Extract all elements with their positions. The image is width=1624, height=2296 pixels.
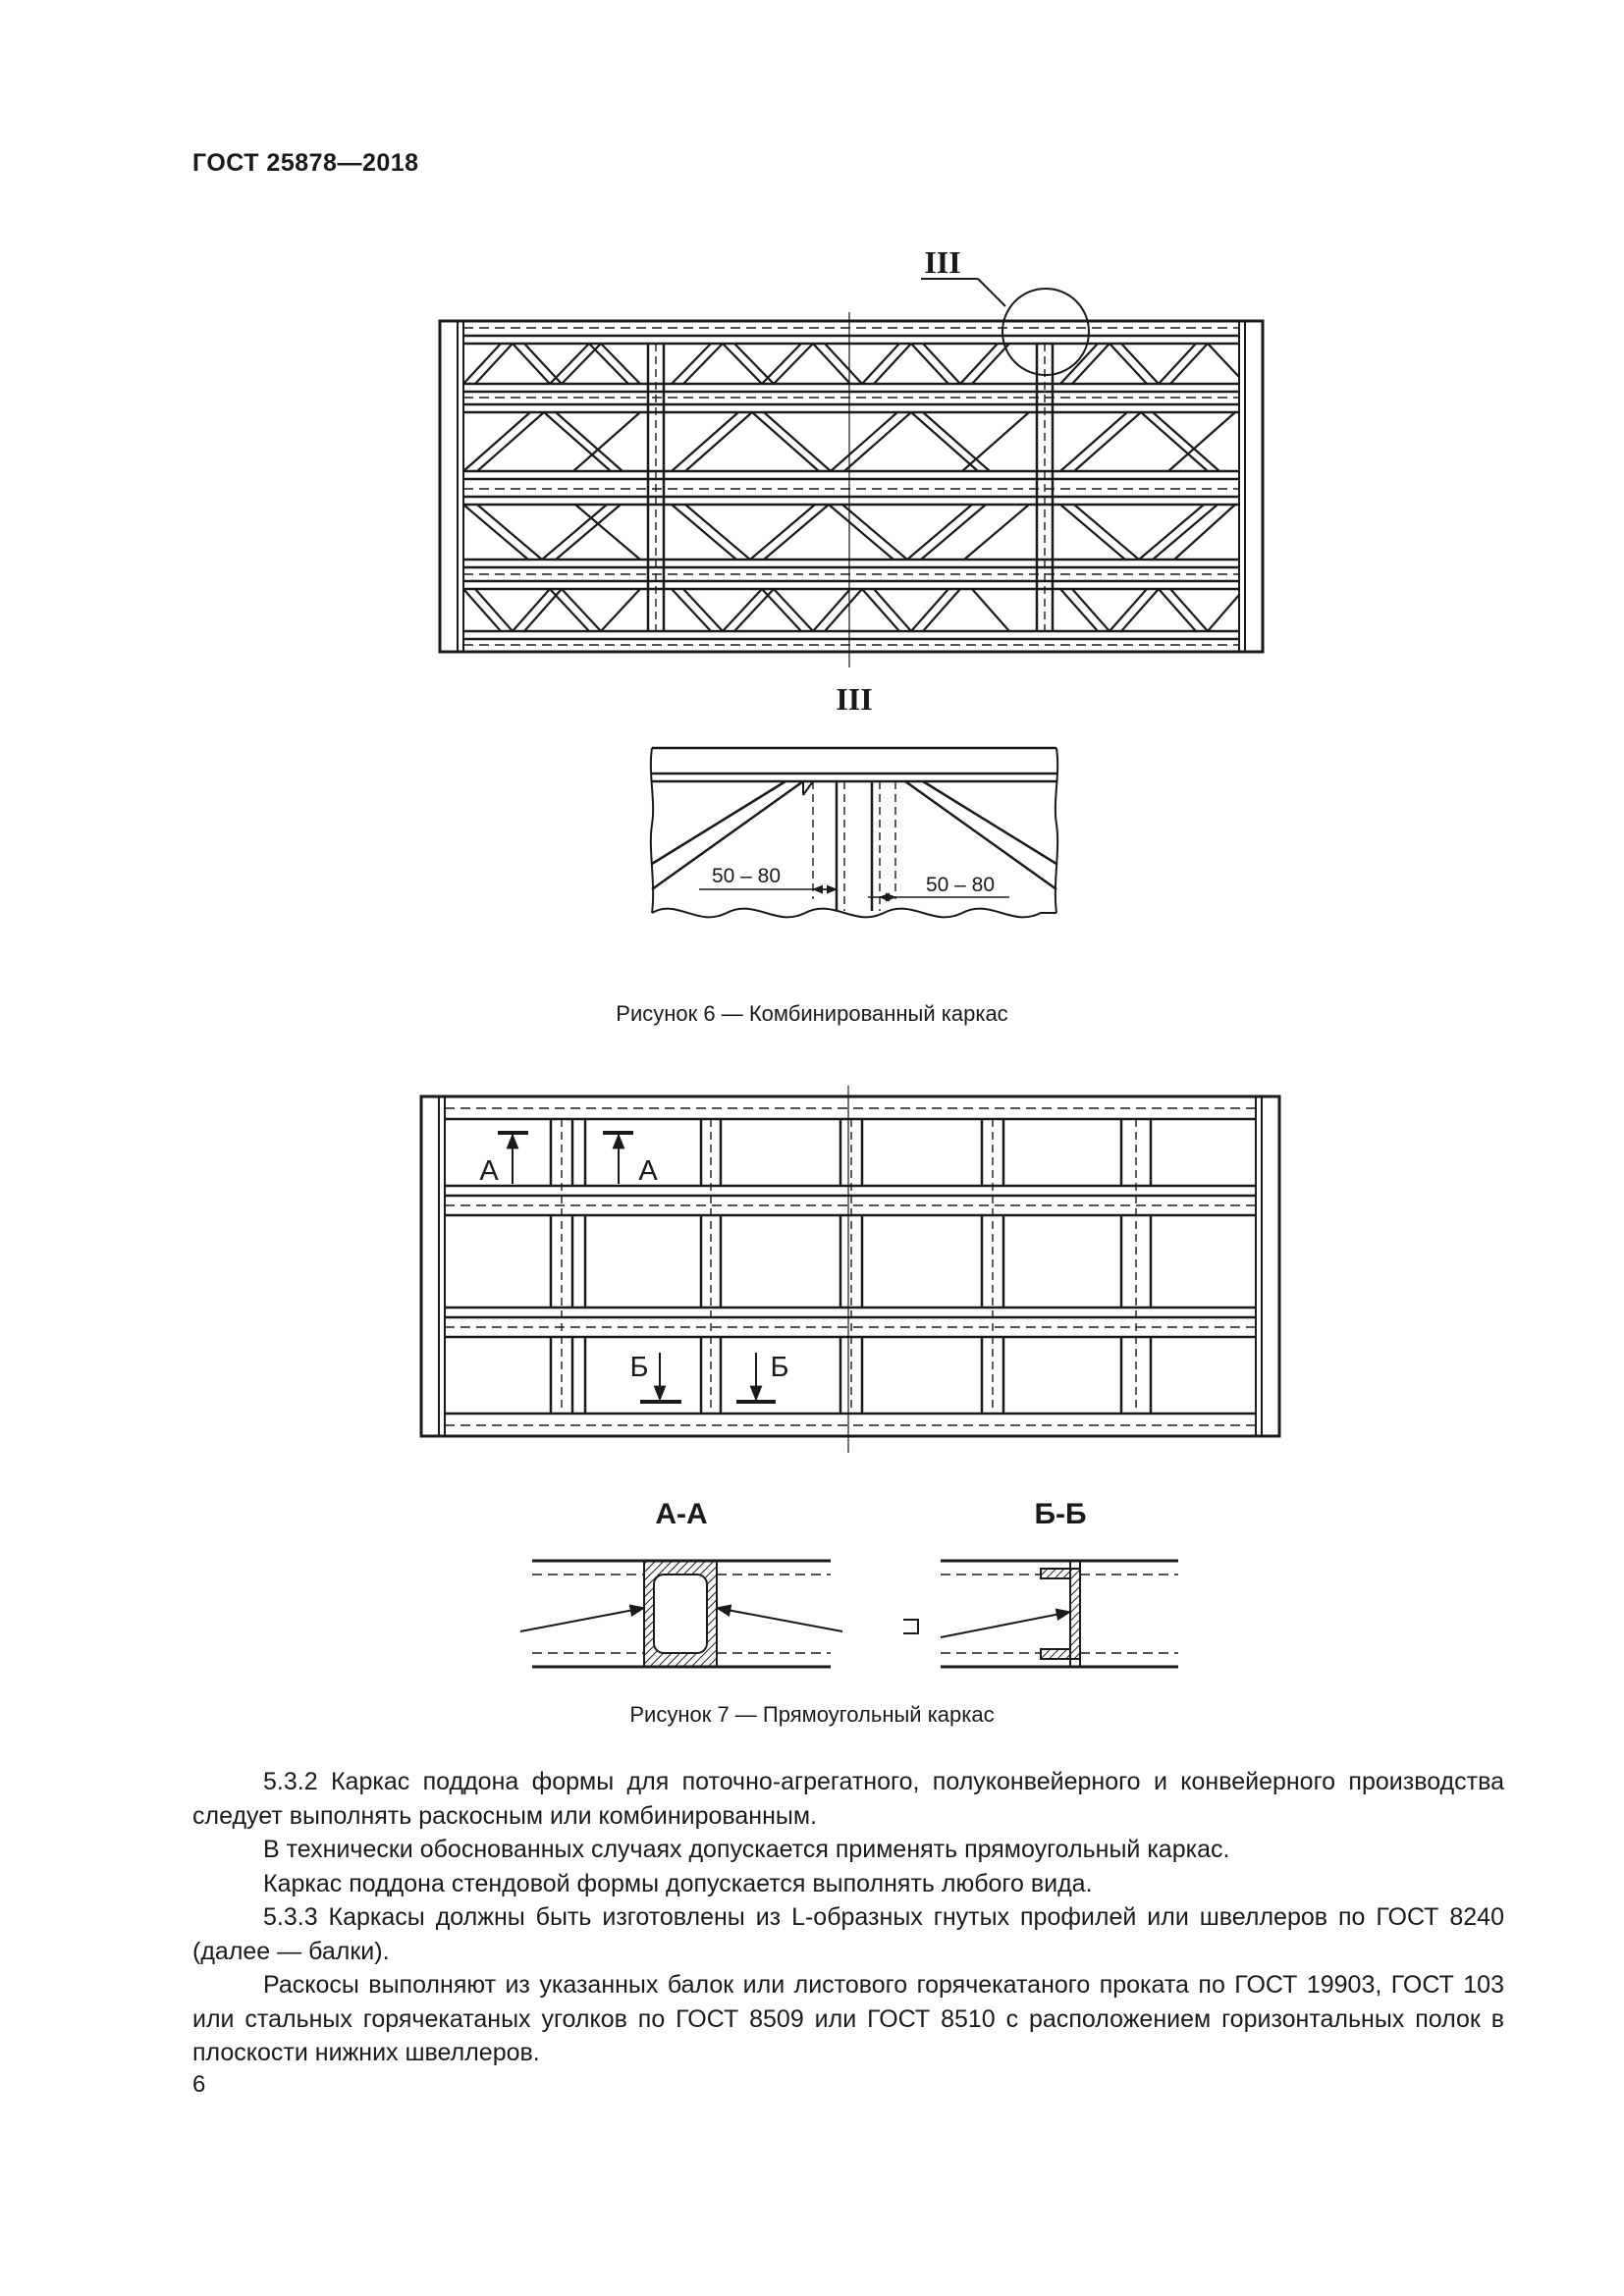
- section-bb-title: Б-Б: [1034, 1498, 1087, 1530]
- paragraph-5-3-3: 5.3.3 Каркасы должны быть изготовлены из L-образных гнутых профилей или швеллеров по ГОСТ 8240 (далее — балки).: [192, 1903, 1504, 1965]
- paragraph-stand-form: Каркас поддона стендовой формы допускается выполнять любого вида.: [263, 1869, 1093, 1897]
- body-text: [192, 1765, 1504, 2070]
- figure-6-frame: [440, 279, 1263, 667]
- section-mark-b-left: Б: [629, 1352, 649, 1383]
- paragraph-5-3-2: 5.3.2 Каркас поддона формы для поточно-агрегатного, полуконвейерного и конвейерного производства следует выполнять раскосным или комбинированным.: [192, 1768, 1504, 1830]
- figure-7-frame: [421, 1086, 1279, 1453]
- section-aa-title: А-А: [655, 1498, 708, 1530]
- dimension-left: 50 – 80: [711, 865, 782, 887]
- section-mark-a-left: А: [479, 1155, 499, 1187]
- figure-7-caption: Рисунок 7 — Прямоугольный каркас: [629, 1702, 995, 1727]
- dimension-right: 50 – 80: [925, 874, 996, 896]
- detail-title: III: [836, 681, 873, 717]
- figure-6-caption: Рисунок 6 — Комбинированный каркас: [616, 1001, 1008, 1026]
- detail-iii-drawing: [651, 748, 1057, 917]
- page-number: 6: [192, 2071, 206, 2098]
- detail-callout-label: III: [924, 244, 961, 280]
- paragraph-rectangular-note: В технически обоснованных случаях допускается применять прямоугольный каркас.: [263, 1836, 1230, 1863]
- section-mark-b-right: Б: [770, 1352, 789, 1383]
- paragraph-braces: Раскосы выполняют из указанных балок или листового горячекатаного проката по ГОСТ 19903, ГОСТ 103 или стальных горячекатаных уголков по ГОСТ 8509 или ГОСТ 8510 с расположением горизонтальных полок в плоскости нижних швеллеров.: [192, 1971, 1504, 2066]
- section-mark-a-right: А: [638, 1155, 658, 1187]
- document-header: ГОСТ 25878—2018: [192, 149, 419, 177]
- section-bb-drawing: [903, 1561, 1178, 1667]
- section-aa-drawing: [520, 1561, 842, 1667]
